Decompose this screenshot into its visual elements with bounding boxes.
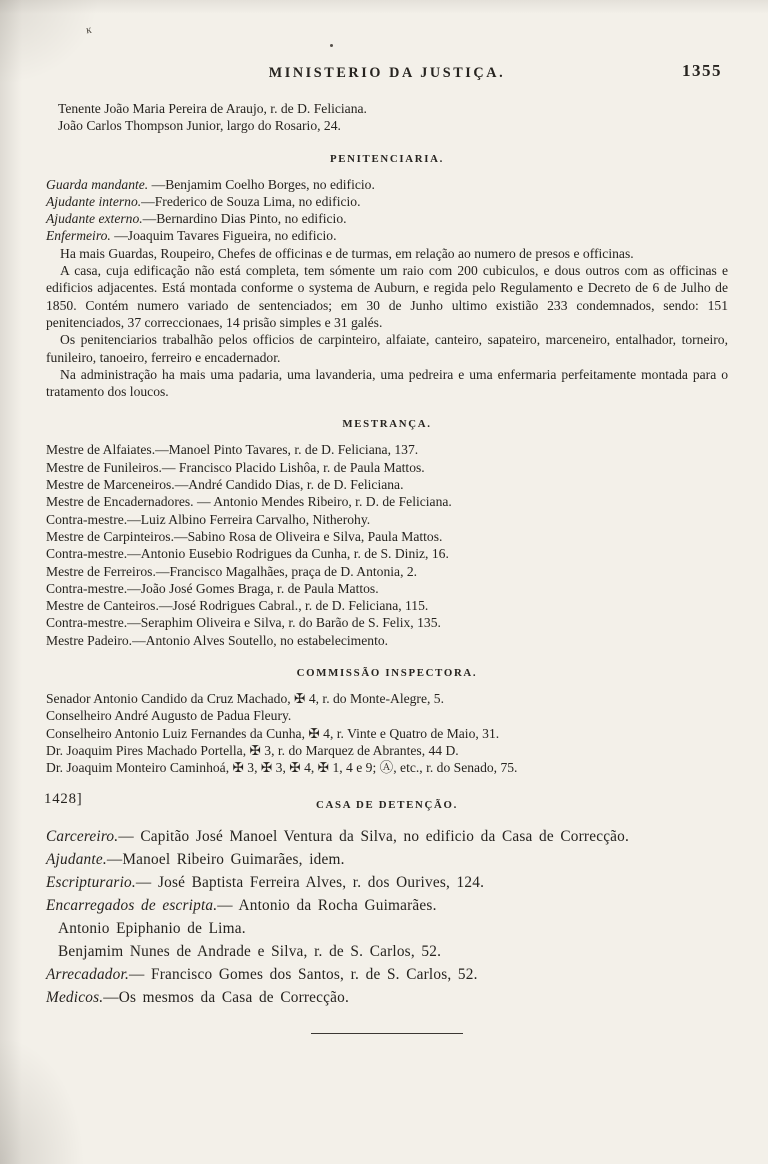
body-paragraph <box>46 331 728 366</box>
entry-role-label: Guarda mandante. <box>46 176 149 192</box>
entry-line <box>46 597 728 614</box>
section-heading: CASA DE DETENÇÃO. <box>316 798 458 811</box>
entry-text: Os penitenciarios trabalhão pelos officios de carpinteiro, alfaiate, canteiro, sapateiro, marceneiro, entalhador, torneiro, funileiro, tanoeiro, ferreiro e encadernador. <box>46 332 728 365</box>
section-casa-de-detencao <box>44 790 728 1009</box>
entry-line <box>46 100 728 117</box>
entry-role-label: Carcereiro. <box>46 827 119 845</box>
section-heading-row <box>46 414 728 432</box>
entry-line <box>46 459 728 476</box>
entry-role-label: Enfermeiro. <box>46 228 111 244</box>
entry-line <box>46 545 728 562</box>
entry-line <box>46 742 728 759</box>
margin-signature-mark: 1428] <box>44 790 83 807</box>
page-number: 1355 <box>682 61 722 80</box>
body-paragraph <box>46 366 728 401</box>
section-heading-row <box>44 790 728 813</box>
entry-role-label: Arrecadador. <box>46 965 129 983</box>
body-paragraph <box>46 245 728 262</box>
entry-line <box>46 848 728 871</box>
section-heading-row <box>46 663 728 681</box>
entry-line <box>46 825 728 848</box>
section-heading-row <box>46 149 728 167</box>
entry-line <box>46 210 728 227</box>
entry-line <box>46 528 728 545</box>
entry-line <box>46 193 728 210</box>
entry-text: Tenente João Maria Pereira de Araujo, r. de D. Feliciana. <box>58 101 367 116</box>
entry-line <box>46 176 728 193</box>
entry-text: Contra-mestre.—Luiz Albino Ferreira Carvalho, Nitherohy. <box>46 511 371 527</box>
section-heading: PENITENCIARIA. <box>329 152 445 165</box>
entry-role-label: Ajudante. <box>46 850 107 868</box>
entry-line <box>46 986 728 1009</box>
entry-text: —Joaquim Tavares Figueira, no edificio. <box>110 228 337 244</box>
entry-line <box>46 476 728 493</box>
entry-role-label: Encarregados de escripta. <box>46 896 218 914</box>
entry-line <box>46 690 728 707</box>
entry-line <box>46 511 728 528</box>
entry-line <box>46 871 728 894</box>
entry-line <box>46 707 728 724</box>
entry-text: Mestre de Carpinteiros.—Sabino Rosa de Oliveira e Silva, Paula Mattos. <box>46 528 443 544</box>
entry-text: Ha mais Guardas, Roupeiro, Chefes de officinas e de turmas, em relação ao numero de presos e officinas. <box>60 245 634 261</box>
entry-line <box>46 917 728 940</box>
entry-text: Senador Antonio Candido da Cruz Machado, ✠ 4, r. do Monte-Alegre, 5. <box>46 691 444 707</box>
entry-text: Mestre de Funileiros.— Francisco Placido Lishôa, r. de Paula Mattos. <box>46 459 425 475</box>
page-header <box>46 61 728 84</box>
entry-text: Contra-mestre.—Seraphim Oliveira e Silva, r. do Barão de S. Felix, 135. <box>46 615 441 631</box>
entry-text: Mestre de Encadernadores. — Antonio Mendes Ribeiro, r. D. de Feliciana. <box>46 494 452 510</box>
entry-text: —Os mesmos da Casa de Correcção. <box>103 988 349 1006</box>
entry-text: Mestre de Marceneiros.—André Candido Dias, r. de D. Feliciana. <box>46 477 404 493</box>
footer-rule <box>311 1033 463 1034</box>
entry-text: A casa, cuja edificação não está completa, tem sómente um raio com 200 cubiculos, e dous outros com as officinas e edificios adjacentes. Está montada conforme o systema de Auburn, e regida pelo Regulamento e Decreto de 6 de Julho de 1850. Contém numero variado de sentenciados; em 30 de Junho ultimo existião 233 condemnados, sendo: 151 penitenciados, 37 correccionaes, 14 prisão simples e 31 galés. <box>46 263 728 330</box>
body-paragraph <box>46 262 728 331</box>
entry-text: Conselheiro André Augusto de Padua Fleury. <box>46 708 292 724</box>
entry-text: —Frederico de Souza Lima, no edificio. <box>141 193 361 209</box>
entry-line <box>46 117 728 134</box>
entry-line <box>46 725 728 742</box>
entry-text: —Bernardino Dias Pinto, no edificio. <box>142 211 347 227</box>
entry-text: Contra-mestre.—Antonio Eusebio Rodrigues da Cunha, r. de S. Diniz, 16. <box>46 546 449 562</box>
entry-text: — Francisco Gomes dos Santos, r. de S. Carlos, 52. <box>129 965 478 983</box>
scan-artifact-mark: ĸ <box>85 23 93 37</box>
entry-role-label: Escripturario. <box>46 873 136 891</box>
entry-line <box>46 614 728 631</box>
section-heading: COMMISSÃO INSPECTORA. <box>296 667 478 680</box>
page-content <box>46 100 728 1009</box>
entry-text: Dr. Joaquim Pires Machado Portella, ✠ 3, r. do Marquez de Abrantes, 44 D. <box>46 742 459 758</box>
entry-line <box>46 894 728 917</box>
entry-text: — Capitão José Manoel Ventura da Silva, no edificio da Casa de Correcção. <box>118 827 630 845</box>
entry-line <box>46 940 728 963</box>
entry-line <box>46 227 728 244</box>
entry-text: —Manoel Ribeiro Guimarães, idem. <box>106 850 345 868</box>
section-penitenciaria <box>46 149 728 401</box>
page-title: MINISTERIO DA JUSTIÇA. <box>268 65 506 81</box>
entry-text: Contra-mestre.—João José Gomes Braga, r. de Paula Mattos. <box>46 580 379 596</box>
entry-text: Mestre de Canteiros.—José Rodrigues Cabral., r. de D. Feliciana, 115. <box>46 598 429 614</box>
entry-text: Dr. Joaquim Monteiro Caminhoá, ✠ 3, ✠ 3, ✠ 4, ✠ 1, 4 e 9; Ⓐ, etc., r. do Senado, 75. <box>46 760 518 776</box>
entry-text: — José Baptista Ferreira Alves, r. dos Ourives, 124. <box>135 873 485 891</box>
entry-text: Mestre Padeiro.—Antonio Alves Soutello, no estabelecimento. <box>46 632 389 648</box>
entry-text: —Benjamim Coelho Borges, no edificio. <box>148 176 375 192</box>
entry-text: Benjamim Nunes de Andrade e Silva, r. de S. Carlos, 52. <box>58 942 442 960</box>
entry-text: Mestre de Ferreiros.—Francisco Magalhães, praça de D. Antonia, 2. <box>46 563 418 579</box>
entry-role-label: Ajudante interno. <box>46 193 142 209</box>
section-commissao-inspectora <box>46 663 728 776</box>
scan-artifact-dot <box>330 44 333 47</box>
entry-role-label: Ajudante externo. <box>46 211 143 227</box>
entry-line <box>46 563 728 580</box>
entry-line <box>46 580 728 597</box>
entry-line <box>46 493 728 510</box>
entry-text: Mestre de Alfaiates.—Manoel Pinto Tavares, r. de D. Feliciana, 137. <box>46 442 419 458</box>
section-intro <box>46 100 728 135</box>
entry-text: Conselheiro Antonio Luiz Fernandes da Cunha, ✠ 4, r. Vinte e Quatro de Maio, 31. <box>46 725 500 741</box>
entry-text: Na administração ha mais uma padaria, uma lavanderia, uma pedreira e uma enfermaria perfeitamente montada para o tratamento dos loucos. <box>46 366 728 400</box>
entry-role-label: Medicos. <box>46 988 104 1006</box>
entry-line <box>46 963 728 986</box>
entry-text: Antonio Epiphanio de Lima. <box>58 919 246 937</box>
entry-text: João Carlos Thompson Junior, largo do Rosario, 24. <box>58 118 341 134</box>
section-heading: MESTRANÇA. <box>342 418 432 431</box>
section-mestranca <box>46 414 728 649</box>
entry-text: — Antonio da Rocha Guimarães. <box>217 896 437 914</box>
entry-line <box>46 632 728 649</box>
entry-line <box>46 759 728 776</box>
entry-line <box>46 441 728 458</box>
